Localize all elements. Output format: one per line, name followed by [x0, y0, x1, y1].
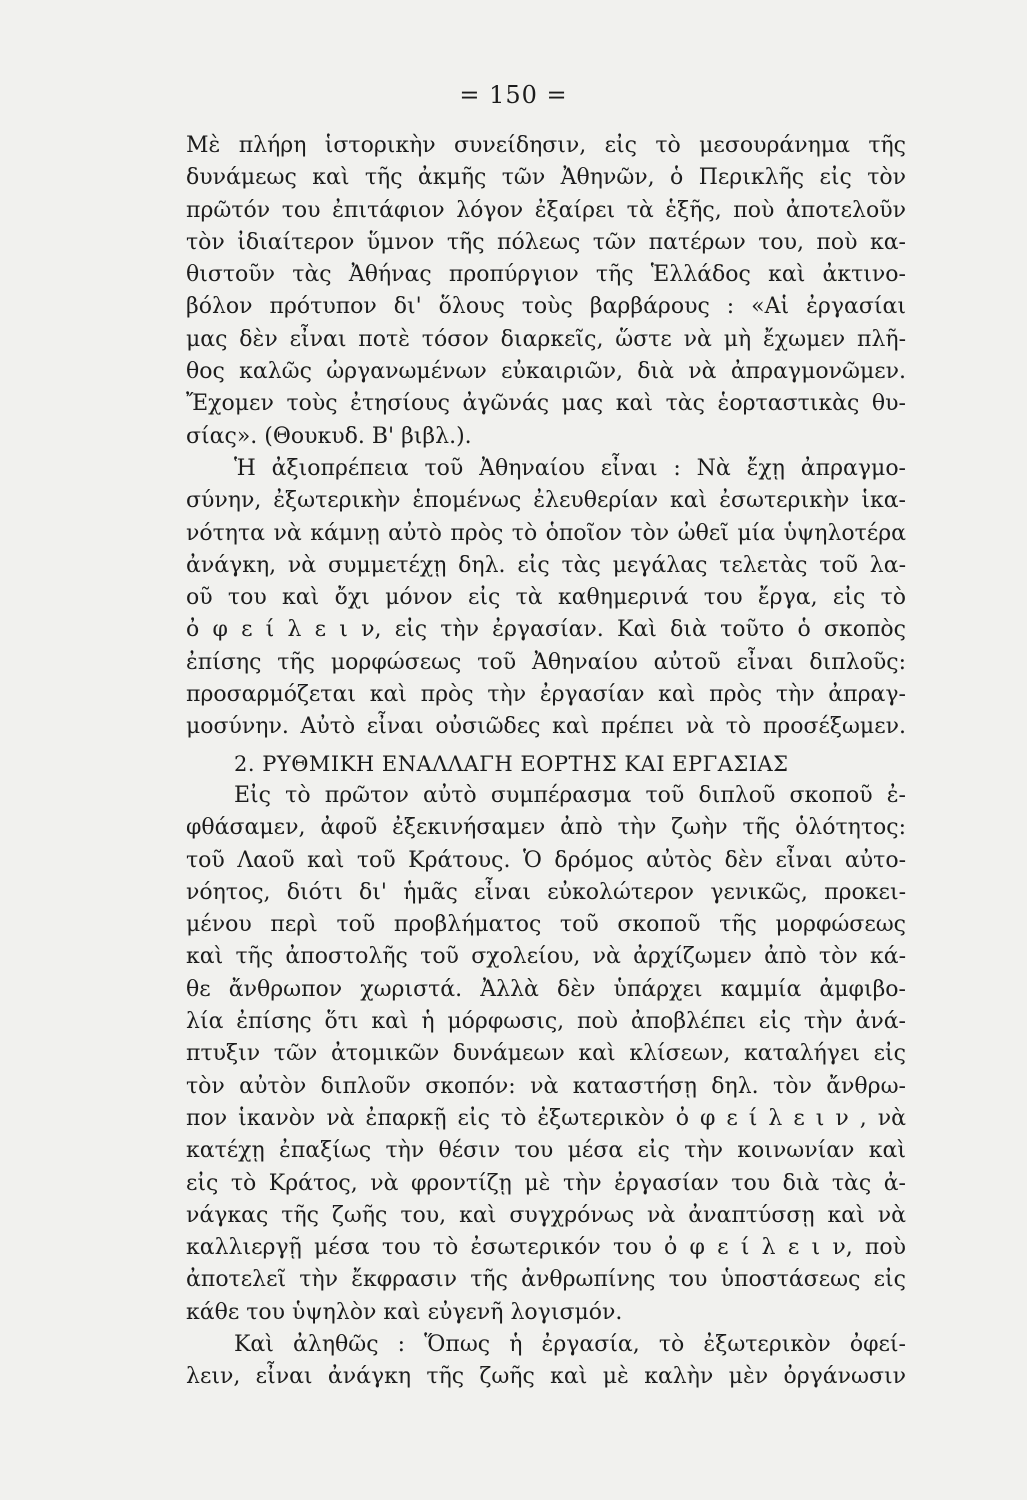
text-line: πρῶτόν του ἐπιτάφιον λόγον ἐξαίρει τὰ ἑξῆς, ποὺ ἀποτελοῦν: [186, 197, 906, 223]
text-line: οῦ του καὶ ὄχι μόνον εἰς τὰ καθημερινά του ἔργα, εἰς τὸ: [186, 585, 906, 611]
text-line: καλλιεργῇ μέσα του τὸ ἐσωτερικόν του ὀ φ ε ί λ ε ι ν, ποὺ: [186, 1235, 906, 1261]
text-line: μοσύνην. Αὐτὸ εἶναι οὐσιῶδες καὶ πρέπει νὰ τὸ προσέξωμεν.: [186, 714, 906, 740]
text-line: εἰς τὸ Κράτος, νὰ φροντίζῃ μὲ τὴν ἐργασίαν του διὰ τὰς ἀ-: [186, 1170, 906, 1196]
text-line: Μὲ πλήρη ἱστορικὴν συνείδησιν, εἰς τὸ μεσουράνημα τῆς: [186, 133, 906, 158]
text-line: κάθε του ὑψηλὸν καὶ εὐγενῆ λογισμόν.: [186, 1299, 623, 1325]
text-line: κατέχῃ ἐπαξίως τὴν θέσιν του μέσα εἰς τὴν κοινωνίαν καὶ: [186, 1138, 906, 1164]
text-line: Ἔχομεν τοὺς ἐτησίους ἀγῶνάς μας καὶ τὰς ἑορταστικὰς θυ-: [186, 391, 906, 417]
section-heading: 2. ΡΥΘΜΙΚΗ ΕΝΑΛΛΑΓΗ ΕΟΡΤΗΣ ΚΑΙ ΕΡΓΑΣΙΑΣ: [234, 751, 789, 776]
text-line: σύνην, ἐξωτερικὴν ἑπομένως ἐλευθερίαν καὶ ἐσωτερικὴν ἱκα-: [186, 488, 906, 514]
text-line: πον ἱκανὸν νὰ ἐπαρκῇ εἰς τὸ ἐξωτερικὸν ὀ φ ε ί λ ε ι ν , νὰ: [186, 1105, 906, 1131]
text-line: θε ἄνθρωπον χωριστά. Ἀλλὰ δὲν ὑπάρχει καμμία ἀμφιβο-: [186, 976, 906, 1002]
text-line: ἀνάγκη, νὰ συμμετέχῃ δηλ. εἰς τὰς μεγάλας τελετὰς τοῦ λα-: [186, 552, 906, 578]
text-line: τὸν αὐτὸν διπλοῦν σκοπόν: νὰ καταστήσῃ δηλ. τὸν ἄνθρω-: [186, 1073, 906, 1099]
text-line: προσαρμόζεται καὶ πρὸς τὴν ἐργασίαν καὶ πρὸς τὴν ἀπραγ-: [186, 682, 906, 708]
page-number: = 150 =: [459, 81, 568, 109]
text-line: μένου περὶ τοῦ προβλήματος τοῦ σκοποῦ τῆς μορφώσεως: [186, 912, 906, 938]
text-line: βόλον πρότυπον δι' ὅλους τοὺς βαρβάρους : «Αἱ ἐργασίαι: [186, 294, 906, 320]
text-line: μας δὲν εἶναι ποτὲ τόσον διαρκεῖς, ὥστε νὰ μὴ ἔχωμεν πλῆ-: [186, 326, 906, 352]
text-line: νόητος, διότι δι' ἡμᾶς εἶναι εὐκολώτερον γενικῶς, προκει-: [186, 879, 906, 905]
text-line: θος καλῶς ὠργανωμένων εὐκαιριῶν, διὰ νὰ ἀπραγμονῶμεν.: [186, 359, 906, 385]
body-text: [186, 130, 906, 1394]
text-line: σίας». (Θουκυδ. Β' βιβλ.).: [186, 423, 472, 449]
text-line: νότητα νὰ κάμνῃ αὐτὸ πρὸς τὸ ὁποῖον τὸν ὠθεῖ μία ὑψηλοτέρα: [186, 520, 906, 546]
text-line: δυνάμεως καὶ τῆς ἀκμῆς τῶν Ἀθηνῶν, ὁ Περικλῆς εἰς τὸν: [186, 165, 906, 191]
text-line: ἐπίσης τῆς μορφώσεως τοῦ Ἀθηναίου αὐτοῦ εἶναι διπλοῦς:: [186, 649, 906, 675]
text-line: λία ἐπίσης ὅτι καὶ ἡ μόρφωσις, ποὺ ἀποβλέπει εἰς τὴν ἀνά-: [186, 1009, 906, 1035]
text-line: Εἰς τὸ πρῶτον αὐτὸ συμπέρασμα τοῦ διπλοῦ σκοποῦ ἐ-: [234, 782, 906, 808]
text-line: ὀ φ ε ί λ ε ι ν, εἰς τὴν ἐργασίαν. Καὶ διὰ τοῦτο ὁ σκοπὸς: [186, 617, 906, 643]
text-line: ἀποτελεῖ τὴν ἔκφρασιν τῆς ἀνθρωπίνης του ὑποστάσεως εἰς: [186, 1267, 906, 1293]
text-line: τὸν ἰδιαίτερον ὕμνον τῆς πόλεως τῶν πατέρων του, ποὺ κα-: [186, 229, 906, 255]
text-line: καὶ τῆς ἀποστολῆς τοῦ σχολείου, νὰ ἀρχίζωμεν ἀπὸ τὸν κά-: [186, 944, 906, 970]
text-line: τοῦ Λαοῦ καὶ τοῦ Κράτους. Ὁ δρόμος αὐτὸς δὲν εἶναι αὐτο-: [186, 847, 906, 873]
text-line: Καὶ ἀληθῶς : Ὅπως ἡ ἐργασία, τὸ ἐξωτερικὸν ὀφεί-: [234, 1331, 906, 1357]
text-line: θιστοῦν τὰς Ἀθήνας προπύργιον τῆς Ἑλλάδος καὶ ἀκτινο-: [186, 262, 906, 288]
text-line: φθάσαμεν, ἀφοῦ ἐξεκινήσαμεν ἀπὸ τὴν ζωὴν τῆς ὁλότητος:: [186, 815, 906, 841]
text-line: λειν, εἶναι ἀνάγκη τῆς ζωῆς καὶ μὲ καλὴν μὲν ὀργάνωσιν: [186, 1364, 906, 1390]
text-line: νάγκας τῆς ζωῆς του, καὶ συγχρόνως νὰ ἀναπτύσσῃ καὶ νὰ: [186, 1202, 906, 1228]
text-line: πτυξιν τῶν ἀτομικῶν δυνάμεων καὶ κλίσεων, καταλήγει εἰς: [186, 1041, 906, 1067]
text-line: Ἡ ἀξιοπρέπεια τοῦ Ἀθηναίου εἶναι : Νὰ ἔχῃ ἀπραγμο-: [234, 455, 906, 481]
